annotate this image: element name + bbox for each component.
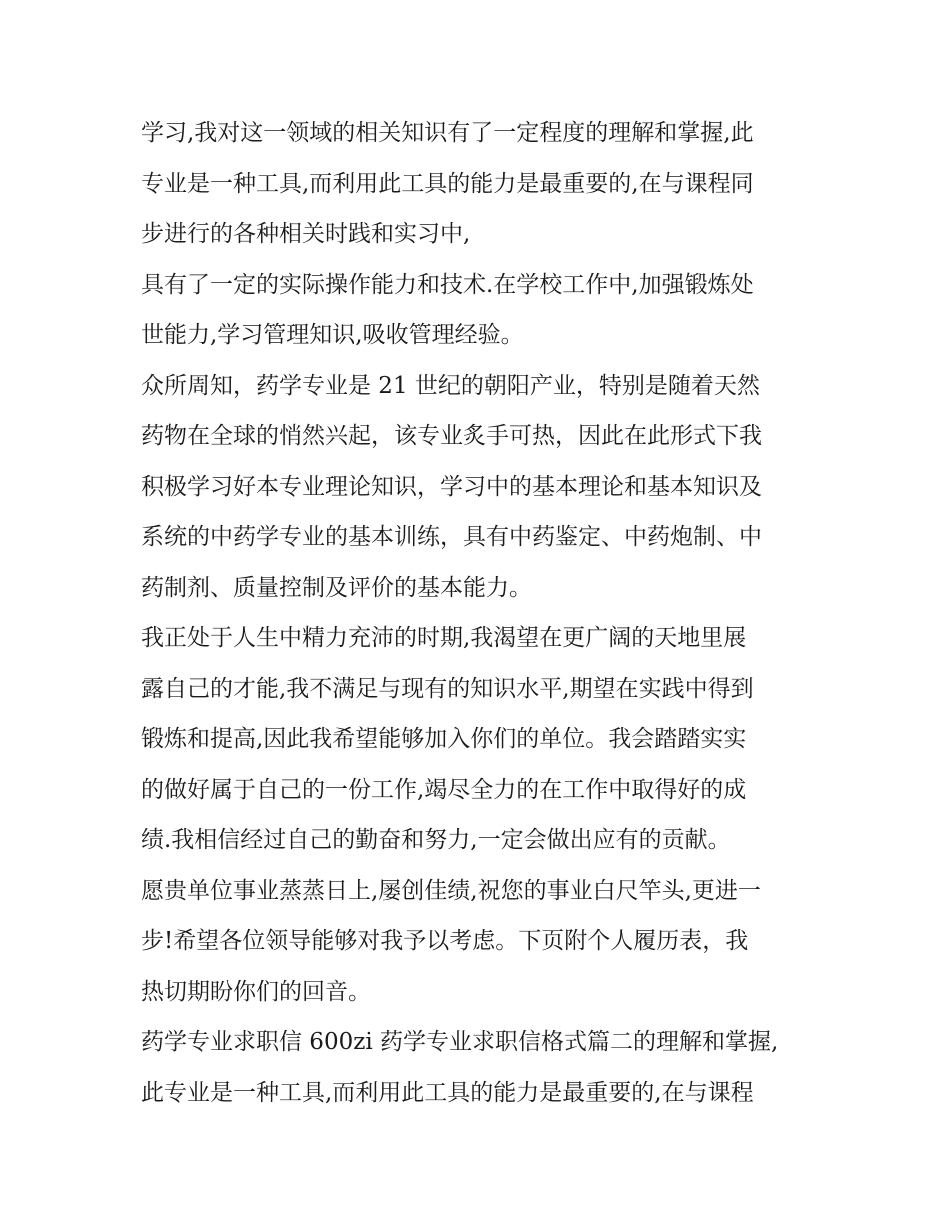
paragraph-1: [141, 108, 821, 260]
text-line: 绩.我相信经过自己的勤奋和努力,一定会做出应有的贡献。: [141, 827, 731, 853]
text-line: 我正处于人生中精力充沛的时期,我渴望在更广阔的天地里展: [141, 625, 747, 651]
paragraph-6: [141, 1017, 821, 1118]
text-line: 步!希望各位领导能够对我予以考虑。下页附个人履历表，我: [141, 928, 749, 954]
text-line: 学习,我对这一领域的相关知识有了一定程度的理解和掌握,此: [141, 120, 754, 146]
paragraph-4: [141, 613, 821, 866]
text-line: 积极学习好本专业理论知识，学习中的基本理论和基本知识及: [141, 473, 762, 500]
paragraph-5: [141, 866, 821, 1018]
text-line: 专业是一种工具,而利用此工具的能力是最重要的,在与课程同: [141, 170, 754, 197]
text-line: 众所周知，药学专业是 21 世纪的朝阳产业，特别是随着天然: [141, 372, 760, 399]
document-body: [141, 108, 821, 1118]
text-line: 热切期盼你们的回音。: [141, 978, 371, 1005]
text-line: 药物在全球的悄然兴起，该专业炙手可热，因此在此形式下我: [141, 423, 762, 449]
text-line: 世能力,学习管理知识,吸收管理经验。: [141, 322, 524, 348]
text-line: 锻炼和提高,因此我希望能够加入你们的单位。我会踏踏实实: [141, 726, 747, 752]
paragraph-3: [141, 361, 821, 614]
text-line: 愿贵单位事业蒸蒸日上,屡创佳绩,祝您的事业白尺竿头,更进一: [141, 877, 761, 904]
text-line: 药制剂、质量控制及评价的基本能力。: [141, 574, 532, 601]
text-line: 露自己的才能,我不满足与现有的知识水平,期望在实践中得到: [141, 675, 754, 702]
text-line: 的做好属于自己的一份工作,竭尽全力的在工作中取得好的成: [141, 776, 747, 803]
text-line: 系统的中药学专业的基本训练，具有中药鉴定、中药炮制、中: [141, 524, 762, 550]
text-line: 具有了一定的实际操作能力和技术.在学校工作中,加强锻炼处: [141, 271, 754, 298]
paragraph-2: [141, 260, 821, 361]
text-line: 步进行的各种相关时践和实习中,: [141, 221, 471, 247]
text-line: 药学专业求职信 600zi 药学专业求职信格式篇二的理解和掌握,: [141, 1029, 779, 1055]
text-line: 此专业是一种工具,而利用此工具的能力是最重要的,在与课程: [141, 1079, 754, 1106]
